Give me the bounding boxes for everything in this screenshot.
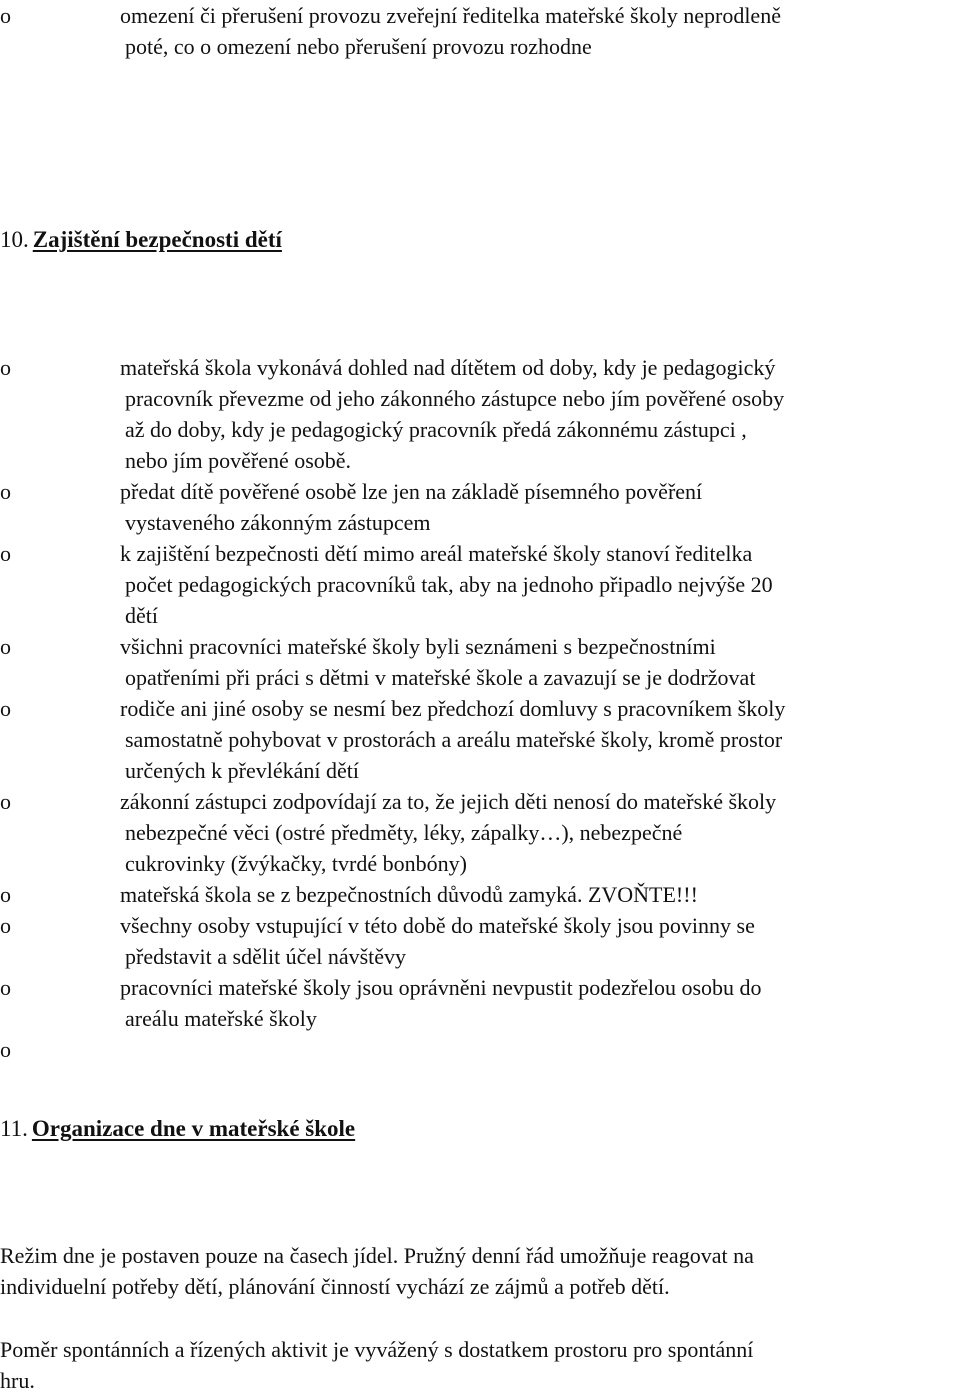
list-bullet: o bbox=[0, 696, 11, 721]
list-item bbox=[0, 476, 960, 538]
list-item-text bbox=[120, 476, 960, 538]
text-line: počet pedagogických pracovníků tak, aby na jednoho připadlo nejvýše 20 bbox=[125, 572, 773, 597]
text-line: Režim dne je postaven pouze na časech jídel. Pružný denní řád umožňuje reagovat na bbox=[0, 1243, 754, 1268]
text-line: individuelní potřeby dětí, plánování činností vychází ze zájmů a potřeb dětí. bbox=[0, 1274, 670, 1299]
text-line: opatřeními při práci s dětmi v mateřské škole a zavazují se je dodržovat bbox=[125, 665, 756, 690]
text-line: hru. bbox=[0, 1368, 35, 1393]
section-11-title: Organizace dne v mateřské škole bbox=[31, 1116, 356, 1141]
list-bullet: o bbox=[0, 3, 11, 28]
text-line: nebezpečné věci (ostré předměty, léky, zápalky…), nebezpečné bbox=[125, 820, 683, 845]
text-line: mateřská škola se z bezpečnostních důvodů zamyká. ZVOŇTE!!! bbox=[120, 882, 698, 907]
list-item bbox=[0, 0, 960, 62]
list-item-text bbox=[120, 786, 960, 879]
text-line: pracovník převezme od jeho zákonného zástupce nebo jím pověřené osoby bbox=[125, 386, 785, 411]
list-item-text bbox=[120, 538, 960, 631]
list-item-text bbox=[120, 631, 960, 693]
text-line: omezení či přerušení provozu zveřejní ředitelka mateřské školy neprodleně bbox=[120, 3, 781, 28]
list-item-text bbox=[120, 1034, 960, 1065]
list-item bbox=[0, 879, 960, 910]
text-line: předat dítě pověřené osobě lze jen na základě písemného pověření bbox=[120, 479, 703, 504]
text-line: nebo jím pověřené osobě. bbox=[125, 448, 352, 473]
text-line: dětí bbox=[125, 603, 158, 628]
list-item bbox=[0, 786, 960, 879]
text-line: poté, co o omezení nebo přerušení provozu rozhodne bbox=[125, 34, 592, 59]
section-10-list bbox=[0, 352, 960, 1065]
text-line: zákonní zástupci zodpovídají za to, že jejich děti nenosí do mateřské školy bbox=[120, 789, 777, 814]
section-10-heading bbox=[0, 224, 282, 256]
list-item-text bbox=[120, 352, 960, 476]
list-item bbox=[0, 693, 960, 786]
text-line bbox=[120, 1034, 960, 1065]
section-11-number: 11. bbox=[0, 1116, 28, 1141]
list-item-text bbox=[120, 972, 960, 1034]
list-item bbox=[0, 910, 960, 972]
list-bullet: o bbox=[0, 479, 11, 504]
paragraph bbox=[0, 1240, 958, 1302]
text-line: k zajištění bezpečnosti dětí mimo areál mateřské školy stanoví ředitelka bbox=[120, 541, 753, 566]
list-item bbox=[0, 1034, 960, 1065]
text-line: až do doby, kdy je pedagogický pracovník předá zákonnému zástupci , bbox=[125, 417, 747, 442]
text-line: Poměr spontánních a řízených aktivit je vyvážený s dostatkem prostoru pro spontánní bbox=[0, 1337, 754, 1362]
top-list bbox=[0, 0, 960, 62]
list-bullet: o bbox=[0, 355, 11, 380]
paragraph bbox=[0, 1334, 958, 1396]
list-bullet: o bbox=[0, 975, 11, 1000]
list-item bbox=[0, 352, 960, 476]
list-bullet: o bbox=[0, 1037, 11, 1062]
text-line: areálu mateřské školy bbox=[125, 1006, 317, 1031]
list-item bbox=[0, 631, 960, 693]
list-bullet: o bbox=[0, 634, 11, 659]
text-line: všechny osoby vstupující v této době do mateřské školy jsou povinny se bbox=[120, 913, 755, 938]
list-item bbox=[0, 972, 960, 1034]
text-line: samostatně pohybovat v prostorách a areálu mateřské školy, kromě prostor bbox=[125, 727, 783, 752]
text-line: cukrovinky (žvýkačky, tvrdé bonbóny) bbox=[125, 851, 467, 876]
section-11-heading bbox=[0, 1113, 355, 1145]
list-item-text bbox=[120, 0, 960, 62]
list-bullet: o bbox=[0, 882, 11, 907]
section-10-title: Zajištění bezpečnosti dětí bbox=[32, 227, 282, 252]
list-item bbox=[0, 538, 960, 631]
text-line: rodiče ani jiné osoby se nesmí bez předchozí domluvy s pracovníkem školy bbox=[120, 696, 786, 721]
text-line: všichni pracovníci mateřské školy byli seznámeni s bezpečnostními bbox=[120, 634, 716, 659]
list-item-text bbox=[120, 693, 960, 786]
list-bullet: o bbox=[0, 913, 11, 938]
list-item-text bbox=[120, 910, 960, 972]
text-line: mateřská škola vykonává dohled nad dítětem od doby, kdy je pedagogický bbox=[120, 355, 776, 380]
text-line: vystaveného zákonným zástupcem bbox=[125, 510, 431, 535]
text-line: určených k převlékání dětí bbox=[125, 758, 359, 783]
text-line: pracovníci mateřské školy jsou oprávněni nevpustit podezřelou osobu do bbox=[120, 975, 762, 1000]
section-10-number: 10. bbox=[0, 227, 29, 252]
list-bullet: o bbox=[0, 541, 11, 566]
list-item-text bbox=[120, 879, 960, 910]
text-line: představit a sdělit účel návštěvy bbox=[125, 944, 407, 969]
list-bullet: o bbox=[0, 789, 11, 814]
